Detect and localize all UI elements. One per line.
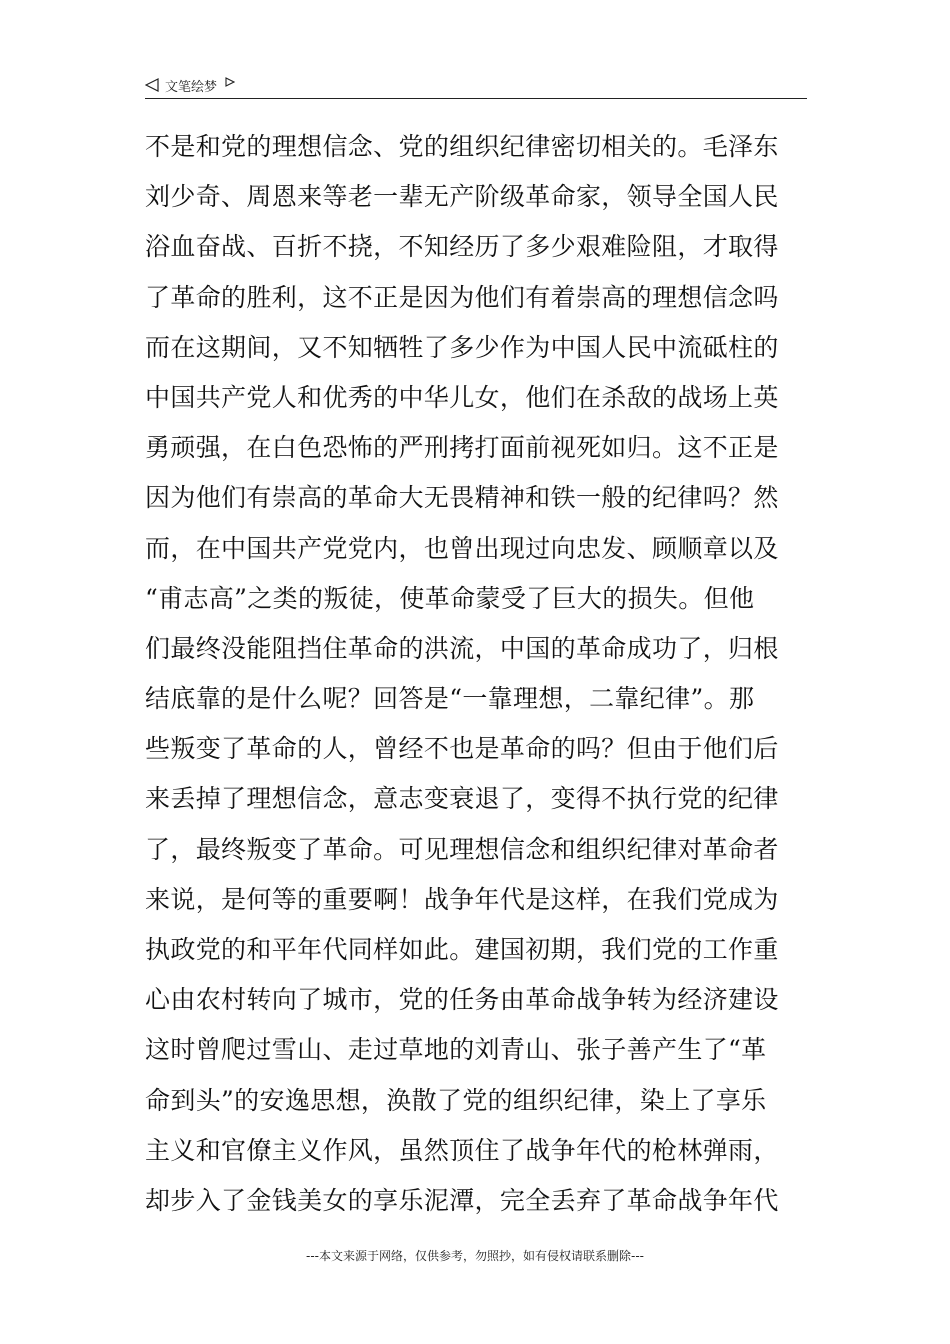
text-line: 刘少奇、周恩来等老一辈无产阶级革命家，领导全国人民 xyxy=(145,182,779,212)
text-line: 因为他们有崇高的革命大无畏精神和铁一般的纪律吗？然 xyxy=(145,483,779,513)
page-footer: ---本文来源于网络，仅供参考，勿照抄，如有侵权请联系删除--- xyxy=(306,1249,644,1263)
text-line: 们最终没能阻挡住革命的洪流，中国的革命成功了，归根 xyxy=(145,633,779,663)
text-line: 结底靠的是什么呢？回答是“一靠理想，二靠纪律”。那 xyxy=(145,684,755,714)
text-line: “甫志高”之类的叛徒，使革命蒙受了巨大的损失。但他 xyxy=(145,583,755,613)
triangle-right-icon xyxy=(225,77,235,87)
text-line: 中国共产党人和优秀的中华儿女，他们在杀敌的战场上英 xyxy=(145,382,779,412)
text-line: 这时曾爬过雪山、走过草地的刘青山、张子善产生了“革 xyxy=(145,1035,767,1065)
body-text xyxy=(145,122,807,1226)
text-line: 了革命的胜利，这不正是因为他们有着崇高的理想信念吗 xyxy=(145,282,779,312)
text-line: 执政党的和平年代同样如此。建国初期，我们党的工作重 xyxy=(145,935,779,964)
text-line: 而在这期间，又不知牺牲了多少作为中国人民中流砥柱的 xyxy=(145,332,779,362)
header-title: 文笔绘梦 xyxy=(165,79,218,95)
triangle-left-icon xyxy=(145,78,159,92)
text-line: 心由农村转向了城市，党的任务由革命战争转为经济建设 xyxy=(145,985,779,1015)
text-line: 命到头”的安逸思想，涣散了党的组织纪律，染上了享乐 xyxy=(145,1085,767,1115)
text-line: 了，最终叛变了革命。可见理想信念和组织纪律对革命者 xyxy=(145,834,779,864)
text-line: 些叛变了革命的人，曾经不也是革命的吗？但由于他们后 xyxy=(145,734,779,764)
page-header xyxy=(145,72,807,98)
text-line: 而，在中国共产党党内，也曾出现过向忠发、顾顺章以及 xyxy=(145,533,779,563)
text-line: 却步入了金钱美女的享乐泥潭，完全丢弃了革命战争年代 xyxy=(145,1185,779,1215)
text-line: 不是和党的理想信念、党的组织纪律密切相关的。毛泽东 xyxy=(145,132,779,161)
header-divider xyxy=(145,98,807,99)
text-line: 来说，是何等的重要啊！战争年代是这样，在我们党成为 xyxy=(145,884,779,914)
text-line: 浴血奋战、百折不挠，不知经历了多少艰难险阻，才取得 xyxy=(145,232,779,262)
text-line: 来丢掉了理想信念，意志变衰退了，变得不执行党的纪律 xyxy=(145,784,779,814)
text-line: 主义和官僚主义作风，虽然顶住了战争年代的枪林弹雨， xyxy=(145,1135,779,1165)
text-line: 勇顽强，在白色恐怖的严刑拷打面前视死如归。这不正是 xyxy=(145,433,779,463)
